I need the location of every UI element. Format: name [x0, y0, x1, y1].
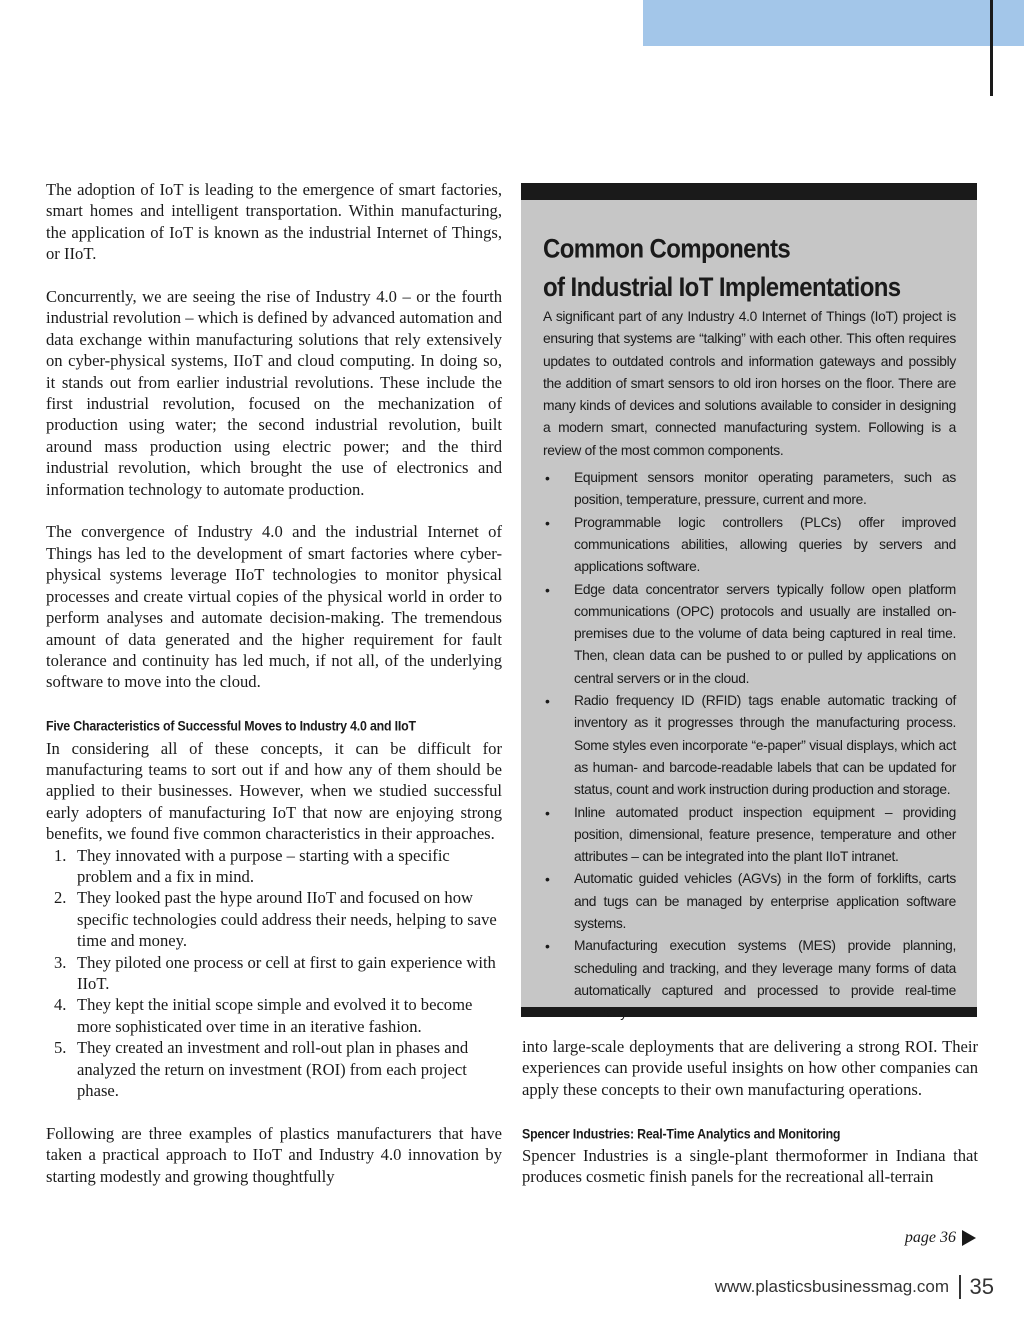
list-item-text: Manufacturing execution systems (MES) provide planning, scheduling and tracking, and they leverage many forms of data automatically captured and processed to provide real-time accuracy. — [574, 938, 956, 1021]
page-footer — [715, 1274, 994, 1300]
sidebar-body — [543, 306, 956, 1025]
arrow-right-icon — [962, 1230, 976, 1246]
sidebar-bullet-list — [543, 467, 956, 1024]
list-item — [46, 845, 502, 888]
list-item — [46, 952, 502, 995]
list-number: 5. — [54, 1038, 67, 1058]
list-item — [46, 887, 502, 951]
body-paragraph: into large-scale deployments that are delivering a strong ROI. Their experiences can provide useful insights on how other companies can apply these concepts to their own manufacturing operations. — [522, 1037, 978, 1099]
right-column — [522, 1036, 978, 1188]
characteristics-list — [46, 845, 502, 1102]
sidebar-intro: A significant part of any Industry 4.0 Internet of Things (IoT) project is ensuring that systems are “talking” with each other. This often requires updates to outdated controls and information gateways and possibly the addition of smart sensors to old iron horses on the floor. There are many kinds of devices and solutions available to consider in designing a modern smart, connected manufacturing system. Following is a review of the most common components. — [543, 309, 956, 458]
sidebar-title — [543, 230, 901, 307]
list-item — [543, 690, 956, 801]
list-item — [543, 868, 956, 935]
list-item — [46, 994, 502, 1037]
list-item-text: Equipment sensors monitor operating parameters, such as position, temperature, pressure, current and more. — [574, 470, 956, 508]
list-item-text: Edge data concentrator servers typically follow open platform communications (OPC) protocols and usually are installed on-premises due to the volume of data being captured in real time. Then, clean data can be pushed to or pulled by applications on central servers or in the cloud. — [574, 581, 956, 686]
sidebar-box — [521, 183, 977, 1021]
list-item-text: They looked past the hype around IIoT and focused on how specific technologies could address their needs, helping to save time and money. — [77, 888, 497, 951]
list-number: 3. — [54, 952, 67, 972]
list-item-text: Radio frequency ID (RFID) tags enable automatic tracking of inventory as it progresses through the manufacturing process. Some styles even incorporate “e-paper” visual displays, which act as human- and barcode-readable labels that can be updated for status, count and work instruction during production and storage. — [574, 693, 956, 798]
list-item — [543, 467, 956, 512]
bullet-icon: • — [545, 871, 550, 888]
body-paragraph: Concurrently, we are seeing the rise of Industry 4.0 – or the fourth industrial revolution – which is defined by advanced automation and data exchange within manufacturing solutions that rely extensively on cyber-physical systems, IIoT and cloud computing. In doing so, it stands out from earlier industrial revolutions. These include the first industrial revolution, focused on the mechanization of production using water; the second industrial revolution, built around mass production using electric power; and the third industrial revolution, which brought the use of electronics and information technology to automate production. — [46, 287, 502, 499]
body-paragraph: Following are three examples of plastics manufacturers that have taken a practical approach to IIoT and Industry 4.0 innovation by starting modestly and growing thoughtfully — [46, 1123, 502, 1186]
list-item — [543, 512, 956, 579]
continued-link[interactable] — [905, 1229, 976, 1247]
list-item — [543, 579, 956, 690]
body-paragraph: The convergence of Industry 4.0 and the industrial Internet of Things has led to the development of smart factories where cyber-physical systems leverage IIoT technologies to monitor physical processes and create virtual copies of the physical world in order to perform analyses and automate decision-making. The tremendous amount of data generated and the higher requirement for fault tolerance and continuity has led much, if not all, of the underlying software to move into the cloud. — [46, 522, 502, 692]
body-paragraph: The adoption of IoT is leading to the emergence of smart factories, smart homes and intelligent transportation. Within manufacturing, the application of IoT is known as the industrial Internet of Things, or IIoT. — [46, 180, 502, 264]
list-number: 1. — [54, 845, 67, 865]
header-vertical-rule — [990, 0, 993, 96]
bullet-icon: • — [545, 470, 550, 487]
body-paragraph: Spencer Industries is a single-plant thermoformer in Indiana that produces cosmetic finish panels for the recreational all-terrain — [522, 1146, 978, 1187]
list-item-text: Inline automated product inspection equipment – providing position, dimensional, feature presence, temperature and other attributes – can be integrated into the plant IIoT intranet. — [574, 804, 956, 865]
list-item-text: They innovated with a purpose – starting with a specific problem and a fix in mind. — [77, 845, 450, 886]
list-item-text: They piloted one process or cell at first to gain experience with IIoT. — [77, 952, 496, 993]
left-column — [46, 179, 502, 1187]
list-number: 4. — [54, 995, 67, 1015]
bullet-icon: • — [545, 804, 550, 821]
section-subhead: Spencer Industries: Real-Time Analytics and Monitoring — [522, 1125, 841, 1142]
list-number: 2. — [54, 888, 67, 908]
list-item-text: Programmable logic controllers (PLCs) offer improved communications abilities, allowing queries by servers and applications software. — [574, 514, 956, 575]
list-item — [46, 1037, 502, 1101]
continued-label: page 36 — [904, 1229, 956, 1246]
sidebar-title-line: Common Components — [543, 234, 791, 265]
bullet-icon: • — [545, 693, 550, 710]
bullet-icon: • — [545, 581, 550, 598]
footer-url[interactable]: www.plasticsbusinessmag.com — [714, 1277, 950, 1296]
list-item — [543, 802, 956, 869]
list-item-text: They kept the initial scope simple and evolved it to become more sophisticated over time in an iterative fashion. — [77, 995, 473, 1036]
bullet-icon: • — [545, 514, 550, 531]
list-item-text: They created an investment and roll-out plan in phases and analyzed the return on investment (ROI) from each project phase. — [77, 1038, 469, 1101]
body-paragraph: In considering all of these concepts, it can be difficult for manufacturing teams to sort out if and how any of them should be applied to their businesses. However, when we studied successful early adopters of manufacturing IoT that now are enjoying strong benefits, we found five common characteristics in their approaches. — [46, 738, 502, 844]
footer-divider — [959, 1275, 961, 1299]
section-subhead: Five Characteristics of Successful Moves to Industry 4.0 and IIoT — [46, 718, 416, 734]
list-item — [543, 935, 956, 1024]
bullet-icon: • — [545, 938, 550, 955]
page-number: 35 — [969, 1274, 994, 1299]
header-accent-bar — [643, 0, 1024, 46]
list-item-text: Automatic guided vehicles (AGVs) in the form of forklifts, carts and tugs can be managed by enterprise application software systems. — [574, 871, 956, 932]
sidebar-title-line: of Industrial IoT Implementations — [543, 272, 901, 303]
